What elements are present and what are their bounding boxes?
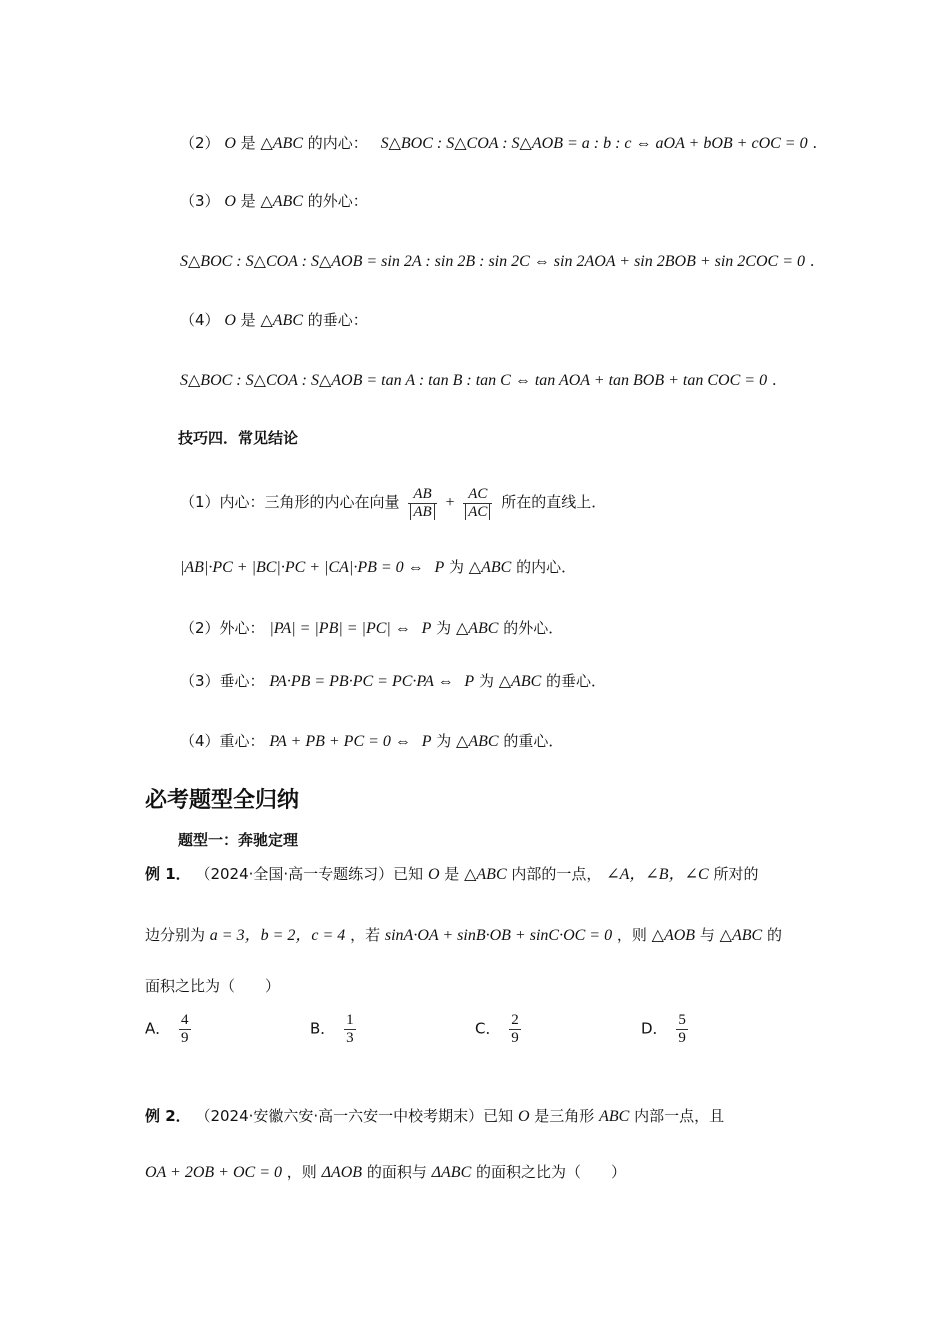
conclusion-incenter-formula-line: |AB|·PC + |BC|·PC + |CA|·PB = 0 ⇔ P 为 △ABC 的内心． — [180, 558, 577, 576]
incenter-formula: S△BOC : S△COA : S△AOB = a : b : c ⇔ aOA + bOB + cOC = 0 — [380, 135, 808, 152]
circumcenter-formula: S△BOC : S△COA : S△AOB = sin 2A : sin 2B : sin 2C ⇔ sin 2AOA + sin 2BOB + sin 2COC = 0 — [180, 253, 805, 270]
option-d[interactable]: D． $\frac{5}{9}$ — [641, 1012, 686, 1046]
unit-vector-ac: $\frac{AC}{AC}$ — [463, 486, 492, 521]
unit-vector-ab: $\frac{AB}{AB}$ — [408, 486, 436, 521]
conclusion-centroid-line: （4）重心： PA + PB + PC = 0 ⇔ P 为 △ABC 的重心． — [180, 732, 564, 750]
question-type-title: 题型一：奔驰定理 — [178, 831, 299, 849]
option-c[interactable]: C． $\frac{2}{9}$ — [475, 1012, 519, 1046]
example-1-line-1: 例 1． （2024·全国·高一专题练习）已知 O 是 △ABC 内部的一点， ∠A，∠B，∠C 所对的 — [145, 865, 759, 883]
example-1-line-3: 面积之比为（ ） — [145, 977, 281, 995]
example-1-line-2: 边分别为 a = 3，b = 2，c = 4 ，若 sinA·OA + sinB·OB + sinC·OC = 0 ，则 △AOB 与 △ABC 的 — [145, 926, 782, 944]
conclusion-orthocenter-line: （3）垂心： PA·PB = PB·PC = PC·PA ⇔ P 为 △ABC 的垂心． — [180, 672, 607, 690]
orthocenter-heading-line: （4） O 是 △ABC 的垂心： — [180, 311, 368, 329]
example-2-line-1: 例 2． （2024·安徽六安·高一六安一中校考期末）已知 O 是三角形 ABC 内部一点，且 — [145, 1107, 725, 1125]
skill-four-title: 技巧四．常见结论 — [178, 429, 299, 447]
orthocenter-formula-line: S△BOC : S△COA : S△AOB = tan A : tan B : tan C ⇔ tan AOA + tan BOB + tan COC = 0 . — [180, 371, 777, 389]
circumcenter-formula-line: S△BOC : S△COA : S△AOB = sin 2A : sin 2B : sin 2C ⇔ sin 2AOA + sin 2BOB + sin 2COC = 0 . — [180, 252, 815, 270]
option-b[interactable]: B． $\frac{1}{3}$ — [310, 1012, 354, 1046]
section-heading: 必考题型全归纳 — [145, 788, 300, 813]
example-2-line-2: OA + 2OB + OC = 0 ，则 ΔAOB 的面积与 ΔABC 的面积之比为（ ） — [145, 1163, 627, 1181]
circumcenter-heading-line: （3） O 是 △ABC 的外心： — [180, 192, 368, 210]
conclusion-circumcenter-line: （2）外心： |PA| = |PB| = |PC| ⇔ P 为 △ABC 的外心． — [180, 619, 564, 637]
orthocenter-formula: S△BOC : S△COA : S△AOB = tan A : tan B : tan C ⇔ tan AOA + tan BOB + tan COC = 0 — [180, 372, 768, 389]
incenter-ratio-line: （2） O 是 △ABC 的内心： S△BOC : S△COA : S△AOB = a : b : c ⇔ aOA + bOB + cOC = 0 . — [180, 134, 818, 152]
option-a[interactable]: A． $\frac{4}{9}$ — [145, 1012, 189, 1046]
conclusion-incenter-line: （1）内心：三角形的内心在向量 $\frac{AB}{AB}$ + $\frac{AC}{AC}$ 所在的直线上． — [180, 485, 607, 520]
